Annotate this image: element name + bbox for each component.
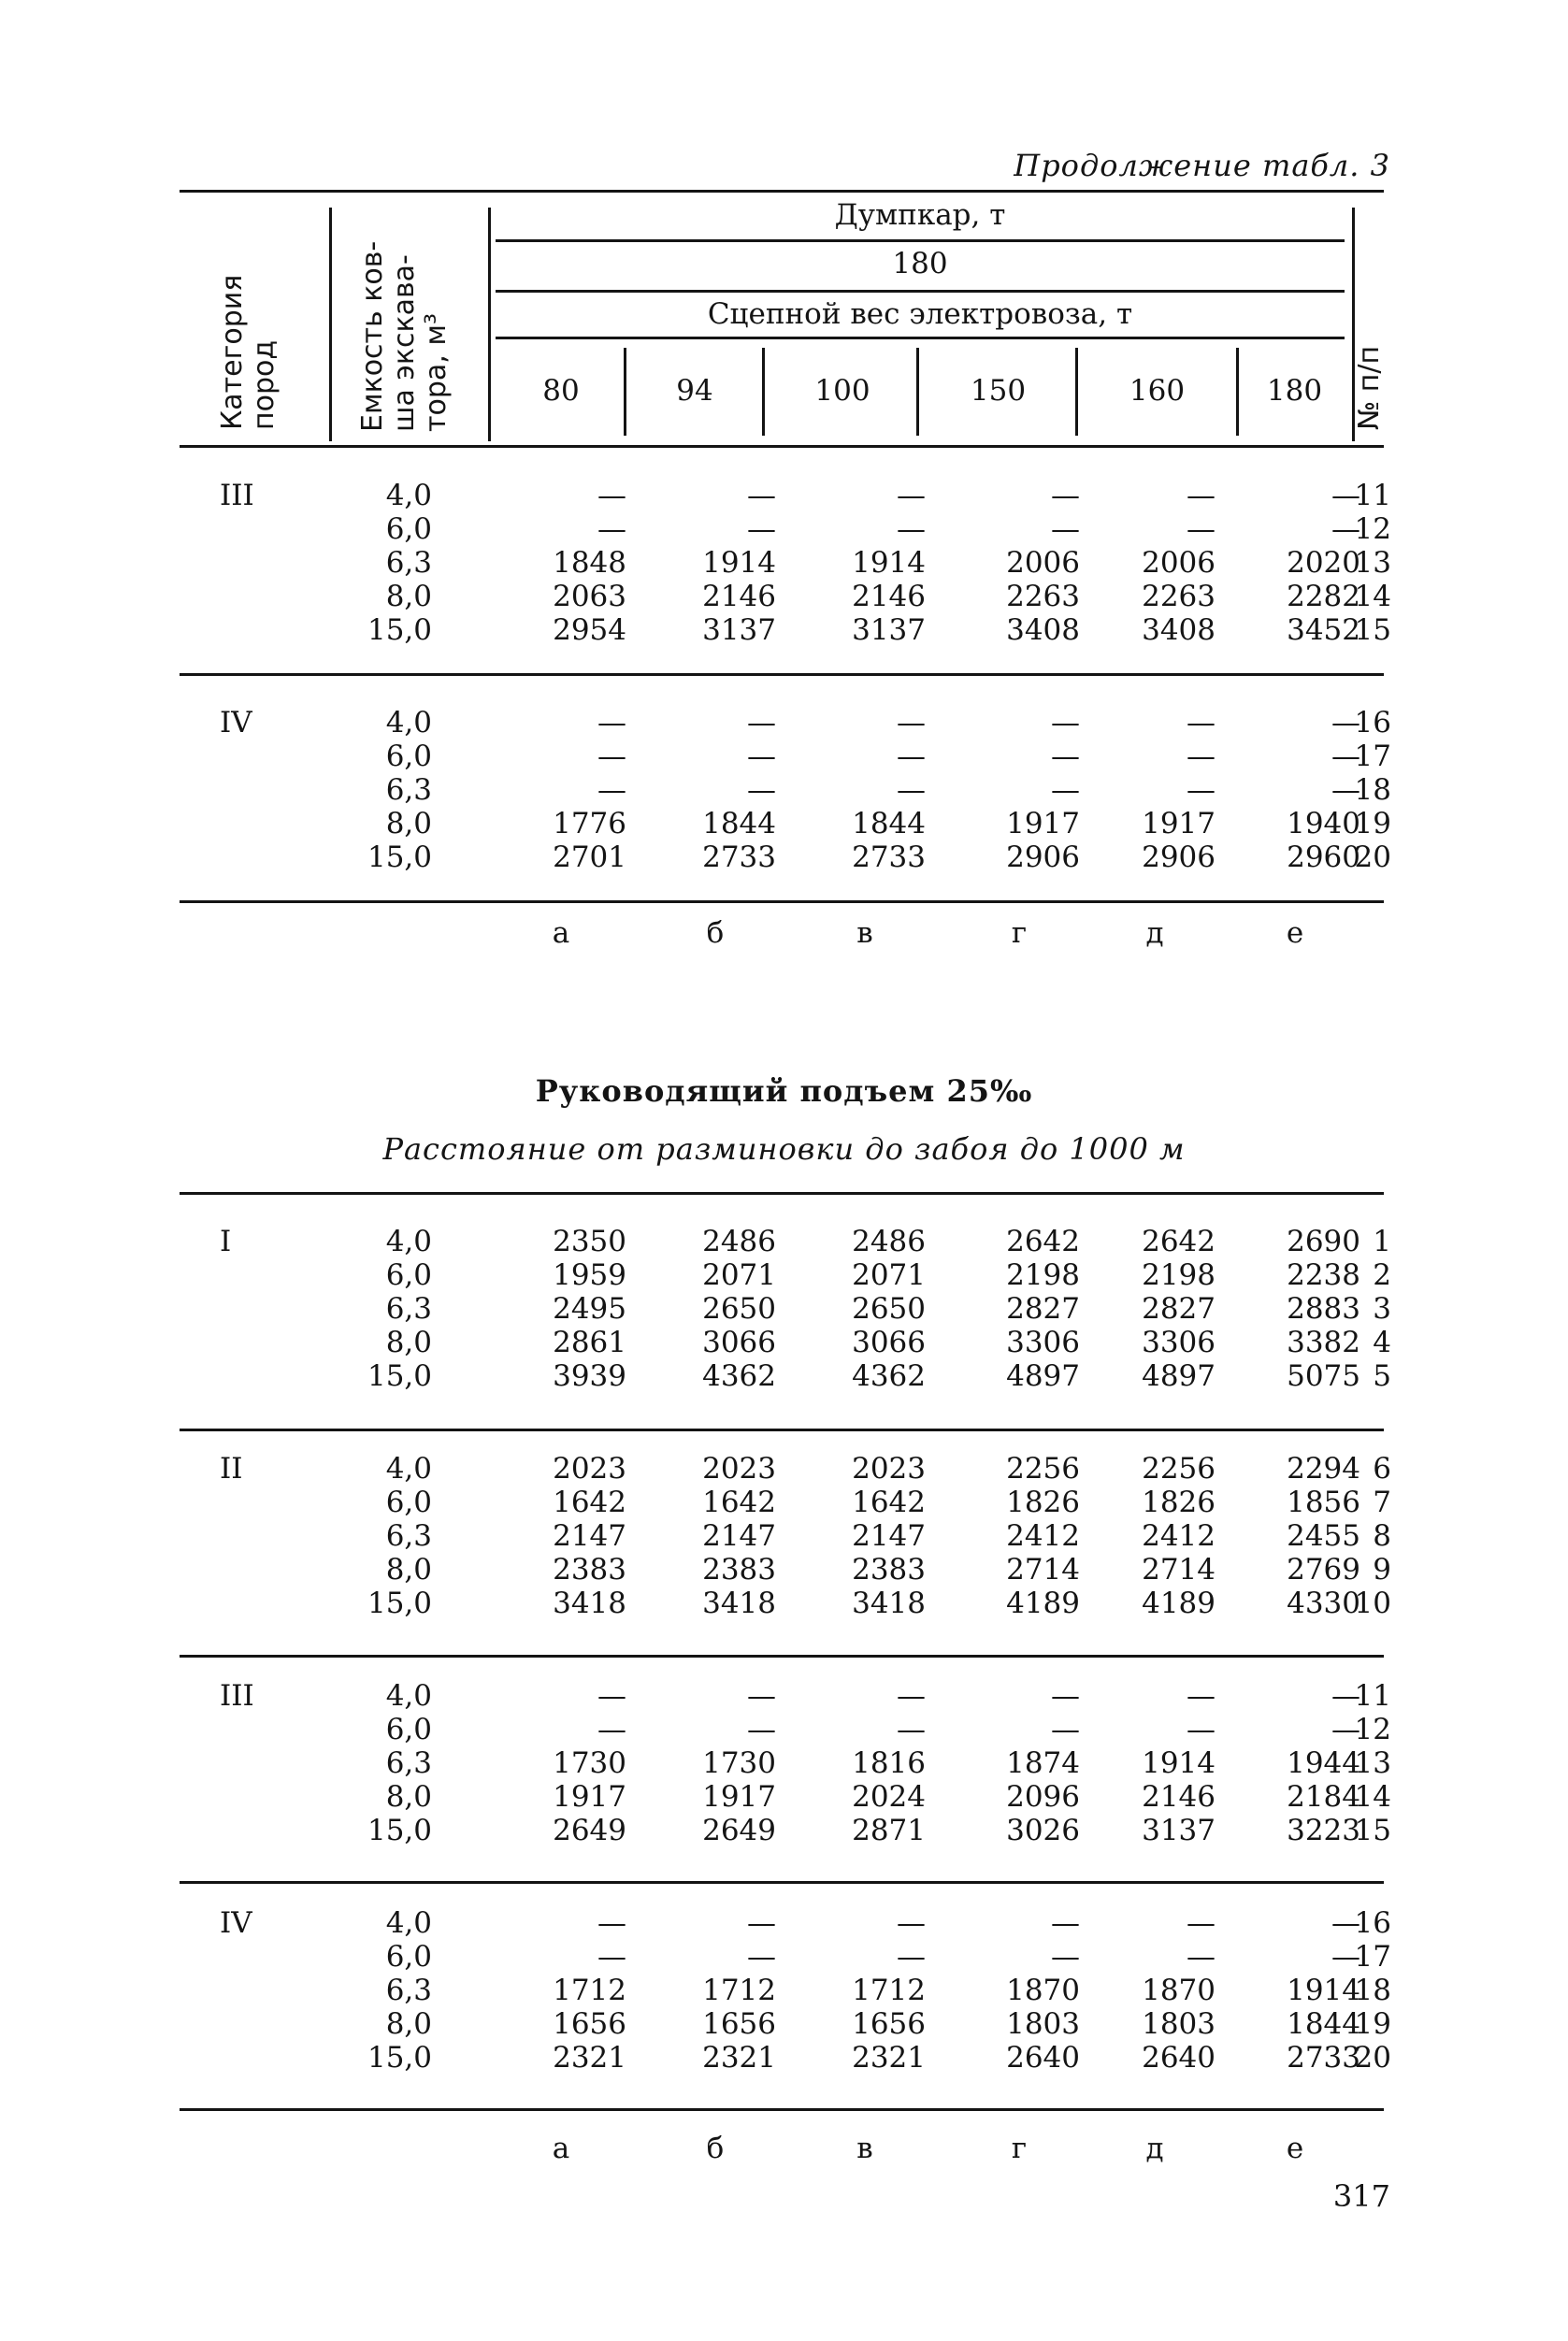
table-cell: — bbox=[897, 1906, 926, 1940]
bucket-capacity: 15,0 bbox=[367, 1359, 432, 1393]
table-cell: 1874 bbox=[1006, 1746, 1080, 1780]
table-cell: 3939 bbox=[553, 1359, 626, 1393]
weight-col-80: 80 bbox=[542, 374, 580, 408]
weight-col-180: 180 bbox=[1266, 374, 1323, 408]
bucket-capacity: 8,0 bbox=[385, 580, 432, 613]
table-cell: 3026 bbox=[1006, 1814, 1080, 1847]
bucket-capacity: 4,0 bbox=[385, 1906, 432, 1940]
table-cell: 1914 bbox=[852, 546, 926, 580]
table-cell: 2642 bbox=[1142, 1225, 1216, 1258]
table-cell: — bbox=[1051, 1713, 1080, 1746]
table-cell: 3418 bbox=[852, 1587, 926, 1620]
table-cell: 3306 bbox=[1142, 1326, 1216, 1359]
table-cell: 2321 bbox=[852, 2041, 926, 2075]
row-number: 19 bbox=[1354, 2007, 1391, 2041]
table-cell: — bbox=[1051, 740, 1080, 773]
row-number: 12 bbox=[1354, 512, 1391, 546]
row-number: 11 bbox=[1354, 1679, 1391, 1713]
table-cell: — bbox=[747, 773, 776, 807]
continuation-label: Продолжение табл. 3 bbox=[1014, 148, 1390, 183]
table-cell: 1914 bbox=[702, 546, 776, 580]
row-number: 13 bbox=[1354, 1746, 1391, 1780]
table-cell: 2714 bbox=[1142, 1553, 1216, 1587]
column-letter: д bbox=[1145, 2132, 1164, 2165]
table-cell: 2455 bbox=[1287, 1519, 1360, 1553]
table-cell: — bbox=[1051, 1940, 1080, 1974]
table-cell: 3223 bbox=[1287, 1814, 1360, 1847]
bucket-capacity: 6,0 bbox=[385, 512, 432, 546]
table-cell: 2650 bbox=[702, 1292, 776, 1326]
table-cell: 1959 bbox=[553, 1258, 626, 1292]
table-cell: 4897 bbox=[1142, 1359, 1216, 1393]
table-cell: 2263 bbox=[1006, 580, 1080, 613]
table-cell: — bbox=[597, 1713, 626, 1746]
bucket-capacity: 6,3 bbox=[385, 1746, 432, 1780]
table-cell: 2006 bbox=[1142, 546, 1216, 580]
row-number: 12 bbox=[1354, 1713, 1391, 1746]
column-letter: б bbox=[706, 2132, 725, 2165]
table-cell: — bbox=[897, 512, 926, 546]
row-number: 16 bbox=[1354, 706, 1391, 740]
bucket-capacity: 6,0 bbox=[385, 1486, 432, 1519]
table-cell: 1826 bbox=[1142, 1486, 1216, 1519]
bucket-header-line-3: тора, м³ bbox=[420, 313, 453, 432]
table-cell: — bbox=[1187, 1679, 1216, 1713]
column-letter: е bbox=[1286, 916, 1304, 950]
table-cell: — bbox=[597, 740, 626, 773]
row-number: 7 bbox=[1373, 1486, 1391, 1519]
table-cell: 1712 bbox=[852, 1974, 926, 2007]
column-letter: е bbox=[1286, 2132, 1304, 2165]
table-cell: 2256 bbox=[1142, 1452, 1216, 1486]
table-cell: 1730 bbox=[553, 1746, 626, 1780]
table-cell: 3066 bbox=[852, 1326, 926, 1359]
table-cell: 2690 bbox=[1287, 1225, 1360, 1258]
weight-col-100: 100 bbox=[814, 374, 870, 408]
table-cell: — bbox=[1331, 1940, 1360, 1974]
table-cell: 2147 bbox=[702, 1519, 776, 1553]
row-number: 1 bbox=[1373, 1225, 1391, 1258]
table-cell: 1803 bbox=[1142, 2007, 1216, 2041]
bucket-capacity: 6,0 bbox=[385, 740, 432, 773]
bucket-capacity: 4,0 bbox=[385, 1679, 432, 1713]
table-cell: 2146 bbox=[1142, 1780, 1216, 1814]
table-cell: — bbox=[1051, 1906, 1080, 1940]
table-cell: 2383 bbox=[702, 1553, 776, 1587]
table-cell: 1917 bbox=[553, 1780, 626, 1814]
table-cell: — bbox=[1331, 479, 1360, 512]
table-cell: 2871 bbox=[852, 1814, 926, 1847]
bucket-capacity: 15,0 bbox=[367, 613, 432, 647]
table-cell: — bbox=[1187, 773, 1216, 807]
group-separator-rule bbox=[180, 1192, 1384, 1195]
table-cell: 1730 bbox=[702, 1746, 776, 1780]
row-number: 16 bbox=[1354, 1906, 1391, 1940]
table-cell: — bbox=[1187, 1940, 1216, 1974]
table-cell: — bbox=[597, 512, 626, 546]
table-cell: 1642 bbox=[553, 1486, 626, 1519]
column-letter: в bbox=[856, 916, 873, 950]
table-cell: — bbox=[1331, 1906, 1360, 1940]
table-cell: — bbox=[597, 1906, 626, 1940]
table-cell: 3452 bbox=[1287, 613, 1360, 647]
table-cell: 2263 bbox=[1142, 580, 1216, 613]
column-letter: а bbox=[552, 2132, 570, 2165]
table-cell: 2733 bbox=[702, 840, 776, 874]
table-cell: 3137 bbox=[852, 613, 926, 647]
table-cell: — bbox=[897, 1679, 926, 1713]
row-number: 14 bbox=[1354, 1780, 1391, 1814]
table-cell: 2294 bbox=[1287, 1452, 1360, 1486]
table-cell: 2642 bbox=[1006, 1225, 1080, 1258]
table-cell: 1917 bbox=[1006, 807, 1080, 840]
section-title: Руководящий подъем 25‰ bbox=[535, 1073, 1033, 1109]
table-cell: 2649 bbox=[702, 1814, 776, 1847]
row-number: 4 bbox=[1373, 1326, 1391, 1359]
table-cell: 2960 bbox=[1287, 840, 1360, 874]
table-cell: — bbox=[747, 479, 776, 512]
table-cell: 2906 bbox=[1142, 840, 1216, 874]
table-cell: — bbox=[1187, 1713, 1216, 1746]
table-cell: 2486 bbox=[852, 1225, 926, 1258]
table-cell: 2383 bbox=[553, 1553, 626, 1587]
table-cell: 2020 bbox=[1287, 546, 1360, 580]
rowno-header bbox=[1354, 346, 1386, 430]
table-cell: — bbox=[1331, 512, 1360, 546]
dumpcar-value: 180 bbox=[892, 247, 948, 280]
table-cell: 1856 bbox=[1287, 1486, 1360, 1519]
table-cell: 2256 bbox=[1006, 1452, 1080, 1486]
category-label: III bbox=[220, 1679, 254, 1713]
group-separator-rule bbox=[180, 673, 1384, 676]
table-cell: 2063 bbox=[553, 580, 626, 613]
table-cell: 2383 bbox=[852, 1553, 926, 1587]
table-cell: — bbox=[1331, 1679, 1360, 1713]
table-cell: — bbox=[747, 706, 776, 740]
bucket-capacity: 15,0 bbox=[367, 1814, 432, 1847]
weight-col-divider-1 bbox=[624, 348, 626, 436]
header-divider-2 bbox=[488, 208, 491, 441]
table-cell: 2096 bbox=[1006, 1780, 1080, 1814]
bucket-capacity: 15,0 bbox=[367, 2041, 432, 2075]
bucket-capacity: 4,0 bbox=[385, 706, 432, 740]
table-cell: 2321 bbox=[553, 2041, 626, 2075]
group-separator-rule bbox=[180, 2108, 1384, 2111]
row-number: 2 bbox=[1373, 1258, 1391, 1292]
table-cell: — bbox=[1187, 706, 1216, 740]
table-cell: 1940 bbox=[1287, 807, 1360, 840]
weight-col-divider-4 bbox=[1075, 348, 1078, 436]
header-divider-1 bbox=[329, 208, 332, 441]
category-header-line-2: пород bbox=[248, 339, 281, 430]
bucket-capacity: 6,0 bbox=[385, 1940, 432, 1974]
bucket-header-line-2: ша экскава- bbox=[388, 254, 421, 432]
table-cell: 1870 bbox=[1142, 1974, 1216, 2007]
table-cell: — bbox=[597, 479, 626, 512]
table-cell: — bbox=[1187, 1906, 1216, 1940]
bucket-capacity: 8,0 bbox=[385, 807, 432, 840]
table-cell: — bbox=[897, 1940, 926, 1974]
table-cell: 2321 bbox=[702, 2041, 776, 2075]
bucket-capacity: 15,0 bbox=[367, 1587, 432, 1620]
bucket-capacity: 6,3 bbox=[385, 773, 432, 807]
table-cell: 1776 bbox=[553, 807, 626, 840]
row-number: 13 bbox=[1354, 546, 1391, 580]
table-cell: — bbox=[1051, 1679, 1080, 1713]
header-top-rule bbox=[180, 190, 1384, 193]
bucket-capacity: 8,0 bbox=[385, 1553, 432, 1587]
table-cell: — bbox=[747, 1940, 776, 1974]
table-cell: 3137 bbox=[1142, 1814, 1216, 1847]
weight-col-divider-5 bbox=[1236, 348, 1239, 436]
row-number: 9 bbox=[1373, 1553, 1391, 1587]
row-number: 15 bbox=[1354, 1814, 1391, 1847]
table-cell: — bbox=[747, 512, 776, 546]
table-cell: 1656 bbox=[553, 2007, 626, 2041]
group-separator-rule bbox=[180, 1655, 1384, 1658]
bucket-capacity: 4,0 bbox=[385, 1225, 432, 1258]
table-cell: — bbox=[897, 740, 926, 773]
bucket-capacity: 6,0 bbox=[385, 1713, 432, 1746]
table-cell: 2640 bbox=[1142, 2041, 1216, 2075]
table-cell: 4897 bbox=[1006, 1359, 1080, 1393]
table-cell: 2146 bbox=[702, 580, 776, 613]
table-cell: 2071 bbox=[702, 1258, 776, 1292]
bucket-capacity: 6,0 bbox=[385, 1258, 432, 1292]
table-cell: 1914 bbox=[1287, 1974, 1360, 2007]
table-cell: 2146 bbox=[852, 580, 926, 613]
table-cell: 3306 bbox=[1006, 1326, 1080, 1359]
category-label: IV bbox=[220, 706, 252, 740]
table-cell: 2350 bbox=[553, 1225, 626, 1258]
table-cell: — bbox=[597, 773, 626, 807]
table-cell: — bbox=[747, 1679, 776, 1713]
group-separator-rule bbox=[180, 1881, 1384, 1884]
row-number: 5 bbox=[1373, 1359, 1391, 1393]
table-cell: 1870 bbox=[1006, 1974, 1080, 2007]
table-cell: 1656 bbox=[852, 2007, 926, 2041]
bucket-capacity: 4,0 bbox=[385, 1452, 432, 1486]
table-cell: 2495 bbox=[553, 1292, 626, 1326]
table-cell: — bbox=[1051, 479, 1080, 512]
table-cell: 1844 bbox=[1287, 2007, 1360, 2041]
table-cell: 3408 bbox=[1142, 613, 1216, 647]
table-cell: 2198 bbox=[1006, 1258, 1080, 1292]
row-number: 17 bbox=[1354, 1940, 1391, 1974]
table-cell: 2769 bbox=[1287, 1553, 1360, 1587]
table-cell: 3066 bbox=[702, 1326, 776, 1359]
table-cell: 1712 bbox=[553, 1974, 626, 2007]
header-bottom-rule bbox=[180, 445, 1384, 448]
table-cell: — bbox=[897, 479, 926, 512]
table-cell: 2282 bbox=[1287, 580, 1360, 613]
table-cell: — bbox=[747, 1906, 776, 1940]
table-cell: — bbox=[597, 706, 626, 740]
table-cell: — bbox=[897, 1713, 926, 1746]
row-number: 11 bbox=[1354, 479, 1391, 512]
table-cell: — bbox=[747, 740, 776, 773]
table-cell: — bbox=[1051, 773, 1080, 807]
category-label: IV bbox=[220, 1906, 252, 1940]
table-cell: 3418 bbox=[702, 1587, 776, 1620]
bucket-capacity: 6,3 bbox=[385, 1974, 432, 2007]
table-cell: 2486 bbox=[702, 1225, 776, 1258]
table-cell: 2147 bbox=[852, 1519, 926, 1553]
table-cell: 1844 bbox=[852, 807, 926, 840]
dumpcar-header: Думпкар, т bbox=[834, 198, 1006, 232]
table-cell: 2023 bbox=[702, 1452, 776, 1486]
category-header bbox=[217, 275, 281, 430]
table-cell: — bbox=[897, 706, 926, 740]
table-cell: 3418 bbox=[553, 1587, 626, 1620]
table-cell: 1656 bbox=[702, 2007, 776, 2041]
table-cell: 2023 bbox=[553, 1452, 626, 1486]
table-cell: 4362 bbox=[702, 1359, 776, 1393]
table-cell: 2650 bbox=[852, 1292, 926, 1326]
table-cell: 2412 bbox=[1006, 1519, 1080, 1553]
weight-col-94: 94 bbox=[676, 374, 713, 408]
table-cell: — bbox=[1051, 512, 1080, 546]
table-cell: — bbox=[1187, 512, 1216, 546]
table-cell: 4362 bbox=[852, 1359, 926, 1393]
column-letter: г bbox=[1011, 2132, 1028, 2165]
table-cell: 2412 bbox=[1142, 1519, 1216, 1553]
table-cell: 2733 bbox=[1287, 2041, 1360, 2075]
weight-header: Сцепной вес электровоза, т bbox=[707, 297, 1133, 331]
table-cell: 1712 bbox=[702, 1974, 776, 2007]
section-subtitle: Расстояние от разминовки до забоя до 1000 м bbox=[382, 1131, 1186, 1167]
table-cell: — bbox=[597, 1679, 626, 1713]
weight-rule bbox=[496, 337, 1345, 339]
weight-col-divider-3 bbox=[916, 348, 919, 436]
table-cell: 4330 bbox=[1287, 1587, 1360, 1620]
table-cell: 2184 bbox=[1287, 1780, 1360, 1814]
table-cell: 3408 bbox=[1006, 613, 1080, 647]
bucket-capacity: 6,3 bbox=[385, 1519, 432, 1553]
table-cell: — bbox=[1331, 773, 1360, 807]
table-cell: 2714 bbox=[1006, 1553, 1080, 1587]
table-cell: 1848 bbox=[553, 546, 626, 580]
table-cell: 1816 bbox=[852, 1746, 926, 1780]
table-cell: 2861 bbox=[553, 1326, 626, 1359]
category-label: II bbox=[220, 1452, 243, 1486]
table-cell: 1826 bbox=[1006, 1486, 1080, 1519]
column-letter: в bbox=[856, 2132, 873, 2165]
row-number: 17 bbox=[1354, 740, 1391, 773]
column-letter: д bbox=[1145, 916, 1164, 950]
column-letter: б bbox=[706, 916, 725, 950]
table-cell: 2006 bbox=[1006, 546, 1080, 580]
table-cell: 2883 bbox=[1287, 1292, 1360, 1326]
table-cell: — bbox=[1187, 740, 1216, 773]
table-cell: 1917 bbox=[1142, 807, 1216, 840]
table-cell: 2238 bbox=[1287, 1258, 1360, 1292]
column-letter: г bbox=[1011, 916, 1028, 950]
table-cell: — bbox=[1331, 706, 1360, 740]
table-cell: 1844 bbox=[702, 807, 776, 840]
row-number: 20 bbox=[1354, 840, 1391, 874]
dumpcar-rule bbox=[496, 239, 1345, 242]
row-number: 15 bbox=[1354, 613, 1391, 647]
table-cell: 1914 bbox=[1142, 1746, 1216, 1780]
row-number: 8 bbox=[1373, 1519, 1391, 1553]
row-number: 18 bbox=[1354, 1974, 1391, 2007]
table-cell: 2198 bbox=[1142, 1258, 1216, 1292]
row-number: 10 bbox=[1354, 1587, 1391, 1620]
table-cell: — bbox=[897, 773, 926, 807]
group-separator-rule bbox=[180, 900, 1384, 903]
table-cell: 2640 bbox=[1006, 2041, 1080, 2075]
table-cell: 2827 bbox=[1006, 1292, 1080, 1326]
table-cell: — bbox=[597, 1940, 626, 1974]
table-cell: 2071 bbox=[852, 1258, 926, 1292]
table-cell: 1944 bbox=[1287, 1746, 1360, 1780]
group-separator-rule bbox=[180, 1429, 1384, 1431]
table-cell: 2906 bbox=[1006, 840, 1080, 874]
bucket-capacity: 6,3 bbox=[385, 1292, 432, 1326]
table-cell: 5075 bbox=[1287, 1359, 1360, 1393]
category-label: III bbox=[220, 479, 254, 512]
bucket-capacity: 8,0 bbox=[385, 1780, 432, 1814]
table-cell: — bbox=[1051, 706, 1080, 740]
table-cell: 1642 bbox=[702, 1486, 776, 1519]
bucket-capacity: 8,0 bbox=[385, 2007, 432, 2041]
table-cell: 4189 bbox=[1006, 1587, 1080, 1620]
category-label: I bbox=[220, 1225, 232, 1258]
table-cell: 2733 bbox=[852, 840, 926, 874]
column-letter: а bbox=[552, 916, 570, 950]
row-number: 3 bbox=[1373, 1292, 1391, 1326]
table-cell: 3382 bbox=[1287, 1326, 1360, 1359]
row-number: 19 bbox=[1354, 807, 1391, 840]
row-number: 18 bbox=[1354, 773, 1391, 807]
bucket-capacity: 15,0 bbox=[367, 840, 432, 874]
table-cell: 1642 bbox=[852, 1486, 926, 1519]
table-cell: 2701 bbox=[553, 840, 626, 874]
bucket-capacity: 6,3 bbox=[385, 546, 432, 580]
table-cell: 2023 bbox=[852, 1452, 926, 1486]
table-cell: 2649 bbox=[553, 1814, 626, 1847]
page-number: 317 bbox=[1332, 2178, 1390, 2214]
table-cell: 2827 bbox=[1142, 1292, 1216, 1326]
table-cell: — bbox=[1331, 1713, 1360, 1746]
row-number: 6 bbox=[1373, 1452, 1391, 1486]
table-cell: 1803 bbox=[1006, 2007, 1080, 2041]
dumpcar-value-rule bbox=[496, 290, 1345, 293]
table-cell: 1917 bbox=[702, 1780, 776, 1814]
table-cell: — bbox=[1187, 479, 1216, 512]
bucket-capacity: 4,0 bbox=[385, 479, 432, 512]
weight-col-divider-2 bbox=[762, 348, 765, 436]
table-cell: 3137 bbox=[702, 613, 776, 647]
table-cell: — bbox=[1331, 740, 1360, 773]
table-cell: — bbox=[747, 1713, 776, 1746]
bucket-capacity: 8,0 bbox=[385, 1326, 432, 1359]
weight-col-150: 150 bbox=[970, 374, 1027, 408]
bucket-header bbox=[357, 241, 453, 432]
table-cell: 2954 bbox=[553, 613, 626, 647]
table-cell: 2147 bbox=[553, 1519, 626, 1553]
bucket-header-line-1: Емкость ков- bbox=[356, 240, 389, 432]
category-header-line-1: Категория bbox=[216, 274, 249, 430]
table-cell: 2024 bbox=[852, 1780, 926, 1814]
row-number: 14 bbox=[1354, 580, 1391, 613]
table-cell: 4189 bbox=[1142, 1587, 1216, 1620]
row-number: 20 bbox=[1354, 2041, 1391, 2075]
rowno-header-text: № п/п bbox=[1353, 345, 1386, 430]
weight-col-160: 160 bbox=[1129, 374, 1186, 408]
